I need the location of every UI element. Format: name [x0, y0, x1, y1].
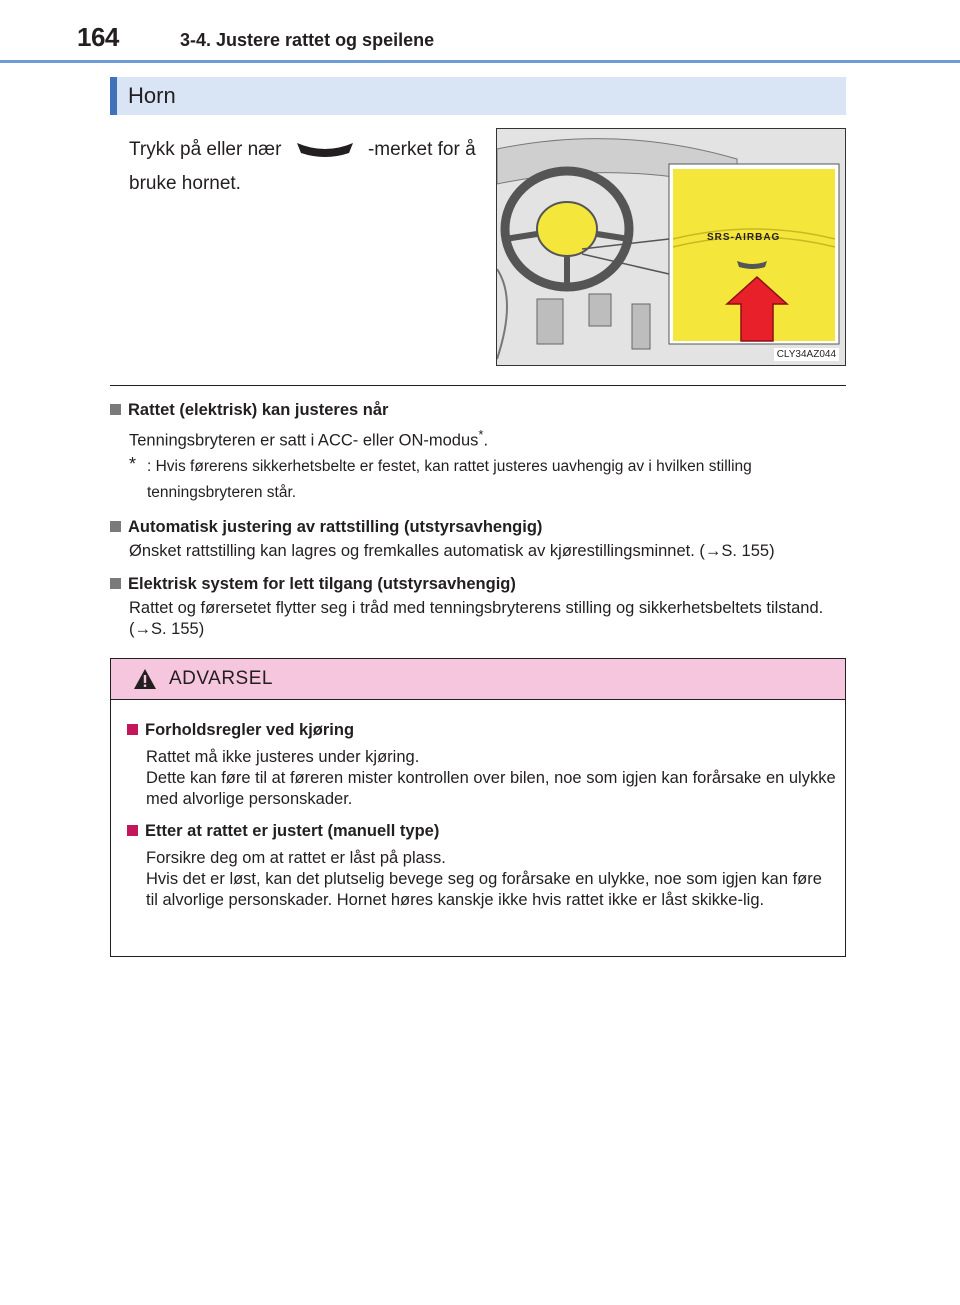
- asterisk-marker: *: [478, 427, 484, 442]
- steering-wheel-illustration: [496, 128, 846, 366]
- note-body: Ønsket rattstilling kan lagres og fremkalles automatisk av kjørestillingsminnet. (→S. 155): [129, 542, 775, 560]
- note-auto-adjust: [110, 516, 846, 562]
- footnote-marker: *: [129, 453, 137, 474]
- square-bullet-icon: [110, 521, 121, 532]
- warning-item-driving: [127, 719, 837, 810]
- square-bullet-icon: [127, 825, 138, 836]
- warning-item-line2: Dette kan føre til at føreren mister kontrollen over bilen, noe som igjen kan forårsake en ulykke med alvorlige personskader.: [146, 769, 836, 808]
- square-bullet-icon: [110, 578, 121, 589]
- warning-item-heading: Etter at rattet er justert (manuell type): [127, 820, 837, 842]
- note-body: Tenningsbryteren er satt i ACC- eller ON-modus*.: [129, 427, 489, 450]
- warning-title: ADVARSEL: [169, 668, 273, 689]
- footnote: * : Hvis førerens sikkerhetsbelte er festet, kan rattet justeres uavhengig av i hvilken stilling tenningsbryteren står.: [129, 454, 846, 506]
- warning-item-line2: Hvis det er løst, kan det plutselig bevege seg og forårsake en ulykke, noe som igjen kan føre til alvorlige personskader. Hornet høres kanskje ikke hvis rattet ikke er låst skikke-lig.: [146, 870, 822, 909]
- warning-box: [110, 658, 846, 957]
- square-bullet-icon: [127, 724, 138, 735]
- warning-item-manual: [127, 820, 837, 911]
- warning-item-heading: Forholdsregler ved kjøring: [127, 719, 837, 741]
- horn-text-before: Trykk på eller nær: [129, 139, 282, 160]
- warning-item-line1: Forsikre deg om at rattet er låst på plass.: [146, 849, 446, 867]
- note-heading: Elektrisk system for lett tilgang (utstyrsavhengig): [110, 573, 846, 595]
- illustration-code: CLY34AZ044: [774, 348, 839, 361]
- horn-icon: [293, 139, 357, 161]
- warning-triangle-icon: [133, 668, 157, 690]
- note-heading: Automatisk justering av rattstilling (utstyrsavhengig): [110, 516, 846, 538]
- horn-instruction: [129, 133, 489, 201]
- square-bullet-icon: [110, 404, 121, 415]
- section-divider: [110, 385, 846, 386]
- warning-item-line1: Rattet må ikke justeres under kjøring.: [146, 748, 420, 766]
- page-header: [0, 0, 960, 64]
- note-body: Rattet og førersetet flytter seg i tråd med tenningsbryterens stilling og sikkerhetsbeltets tilstand. (→S. 155): [129, 599, 824, 638]
- header-rule: [0, 60, 960, 63]
- heading-accent-bar: [110, 77, 117, 115]
- horn-text-after: -merket for å bruke hornet.: [129, 139, 476, 194]
- airbag-label: SRS-AIRBAG: [707, 232, 781, 243]
- note-heading: Rattet (elektrisk) kan justeres når: [110, 399, 846, 421]
- page-number: 164: [77, 22, 119, 52]
- horn-title: Horn: [128, 83, 176, 108]
- chapter-title: 3-4. Justere rattet og speilene: [180, 30, 435, 50]
- warning-header: [111, 659, 845, 700]
- note-easy-access: [110, 573, 846, 640]
- dashboard-drawing: [497, 129, 845, 365]
- note-electric-adjust: [110, 399, 846, 506]
- horn-section-heading: [110, 77, 846, 115]
